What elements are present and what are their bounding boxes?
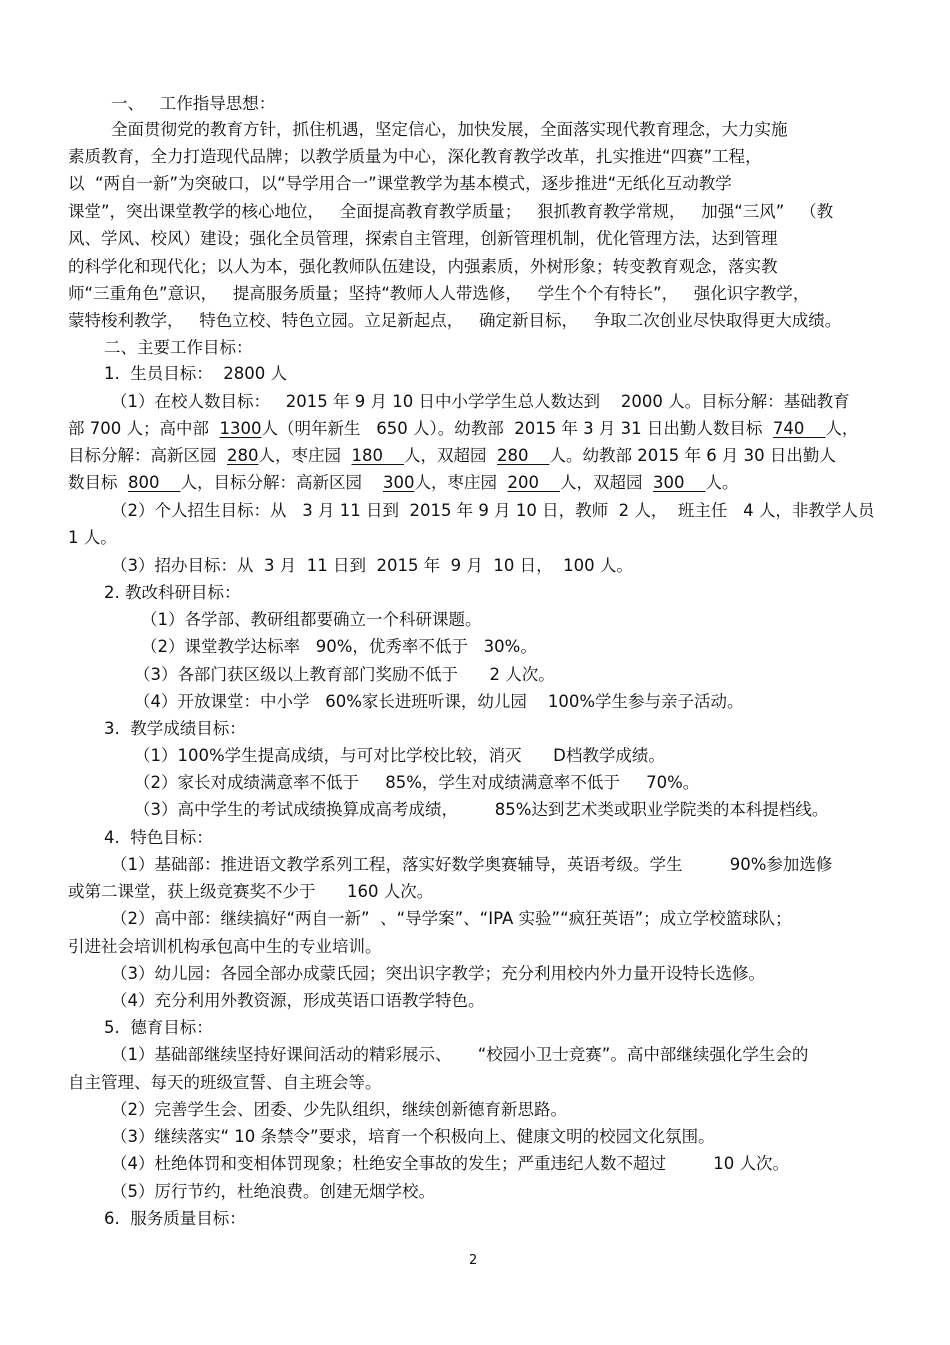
goal-2-item: （1）各学部、教研组都要确立一个科研课题。 — [141, 610, 482, 629]
section-1-paragraph-line: 全面贯彻党的教育方针，抓住机遇，坚定信心，加快发展，全面落实现代教育理念，大力实施 — [111, 120, 788, 139]
goal-6-heading: 6. 服务质量目标： — [104, 1209, 246, 1228]
goal-4-line: 引进社会培训机构承包高中生的专业培训。 — [68, 937, 382, 956]
goal-5-line: （4）杜绝体罚和变相体罚现象；杜绝安全事故的发生；严重违纪人数不超过 10 人次。 — [111, 1154, 789, 1173]
goal-4-line: （3）幼儿园：各园全部办成蒙氏园；突出识字教学；充分利用校内外力量开设特长选修。 — [111, 964, 765, 983]
goal-1-heading: 1. 生员目标： 2800 人 — [104, 364, 287, 383]
section-1-paragraph-line: 课堂”，突出课堂教学的核心地位， 全面提高教育教学质量； 狠抓教育教学常规， 加强“三风” （教 — [68, 202, 834, 221]
goal-5-line: （5）厉行节约，杜绝浪费。创建无烟学校。 — [111, 1182, 435, 1201]
section-1-paragraph-line: 师“三重角色”意识， 提高服务质量；坚持“教师人人带选修， 学生个个有特长”， 强化识字教学， — [68, 284, 810, 303]
goal-4-line: （1）基础部：推进语文教学系列工程，落实好数学奥赛辅导，英语考级。学生 90%参加选修 — [111, 855, 833, 874]
goal-2-heading: 2. 教改科研目标： — [104, 583, 241, 602]
goal-1-item-1-line: 部 700 人；高中部 1300人（明年新生 650 人）。幼教部 2015 年 3 月 31 日出勤人数目标 740 人， — [68, 419, 859, 438]
section-2-heading: 二、主要工作目标： — [104, 338, 253, 357]
goal-5-line: （1）基础部继续坚持好课间活动的精彩展示、 “校园小卫士竞赛”。高中部继续强化学生会的 — [111, 1045, 809, 1064]
goal-2-item: （4）开放课堂：中小学 60%家长进班听课，幼儿园 100%学生参与亲子活动。 — [134, 692, 744, 711]
underlined-value: 1300 — [219, 419, 262, 438]
section-1-paragraph-line: 风、学风、校风）建设；强化全员管理，探索自主管理，创新管理机制，优化管理方法，达到管理 — [68, 229, 778, 248]
section-1-heading: 一、 工作指导思想： — [111, 94, 276, 113]
goal-2-item: （2）课堂教学达标率 90%，优秀率不低于 30%。 — [141, 637, 537, 656]
goal-5-line: 自主管理、每天的班级宣誓、自主班会等。 — [68, 1073, 382, 1092]
underlined-value: 800 — [128, 473, 181, 492]
underlined-value: 740 — [772, 419, 826, 438]
section-1-paragraph-line: 蒙特梭利教学， 特色立校、特色立园。立足新起点， 确定新目标， 争取二次创业尽快取得更大成绩。 — [68, 311, 842, 330]
section-1-paragraph-line: 素质教育，全力打造现代品牌；以教学质量为中心，深化教育教学改革，扎实推进“四赛”工程， — [68, 147, 762, 166]
underlined-value: 280 — [227, 446, 259, 465]
underlined-value: 300 — [382, 473, 415, 492]
goal-4-heading: 4. 特色目标： — [104, 828, 213, 847]
underlined-value: 180 — [351, 446, 404, 465]
goal-4-line: 或第二课堂，获上级竞赛奖不少于 160 人次。 — [68, 882, 434, 901]
goal-4-line: （2）高中部：继续搞好“两自一新” 、“导学案”、“IPA 实验”“疯狂英语”；成立学校篮球队； — [111, 909, 792, 928]
underlined-value: 300 — [652, 473, 706, 492]
goal-1-item-1-line: 数目标 800 人，目标分解：高新区园 300人，枣庄园 200 人，双超园 300 人。 — [68, 473, 739, 492]
underlined-value: 200 — [507, 473, 560, 492]
goal-3-heading: 3. 教学成绩目标： — [104, 719, 246, 738]
goal-5-line: （2）完善学生会、团委、少先队组织，继续创新德育新思路。 — [111, 1100, 567, 1119]
goal-2-item: （3）各部门获区级以上教育部门奖励不低于 2 人次。 — [134, 665, 555, 684]
goal-1-item-1-line: 目标分解：高新区园 280人，枣庄园 180 人，双超园 280 人。幼教部 2015 年 6 月 30 日出勤人 — [68, 446, 836, 465]
goal-1-item-2-line: （2）个人招生目标：从 3 月 11 日到 2015 年 9 月 10 日，教师 2 人， 班主任 4 人，非教学人员 — [111, 501, 875, 520]
goal-3-item: （2）家长对成绩满意率不低于 85%，学生对成绩满意率不低于 70%。 — [134, 773, 700, 792]
goal-1-item-2-line: 1 人。 — [68, 528, 117, 547]
page-number: 2 — [469, 1253, 478, 1268]
goal-4-line: （4）充分利用外教资源，形成英语口语教学特色。 — [111, 991, 485, 1010]
goal-5-heading: 5. 德育目标： — [104, 1018, 213, 1037]
section-1-paragraph-line: 的科学化和现代化；以人为本，强化教师队伍建设，内强素质，外树形象；转变教育观念，落实教 — [68, 257, 778, 276]
goal-3-item: （3）高中学生的考试成绩换算成高考成绩， 85%达到艺术类或职业学院类的本科提档线。 — [134, 800, 829, 819]
goal-1-item-3-line: （3）招办目标：从 3 月 11 日到 2015 年 9 月 10 日， 100 人。 — [111, 556, 633, 575]
goal-3-item: （1）100%学生提高成绩，与可对比学校比较，消灭 D档教学成绩。 — [134, 746, 665, 765]
section-1-paragraph-line: 以 “两自一新”为突破口，以“导学用合一”课堂教学为基本模式，逐步推进“无纸化互动教学 — [68, 174, 732, 193]
goal-5-line: （3）继续落实“ 10 条禁令”要求，培育一个积极向上、健康文明的校园文化氛围。 — [111, 1127, 715, 1146]
goal-1-item-1-line: （1）在校人数目标： 2015 年 9 月 10 日中小学学生总人数达到 2000 人。目标分解：基础教育 — [111, 392, 850, 411]
underlined-value: 280 — [496, 446, 550, 465]
